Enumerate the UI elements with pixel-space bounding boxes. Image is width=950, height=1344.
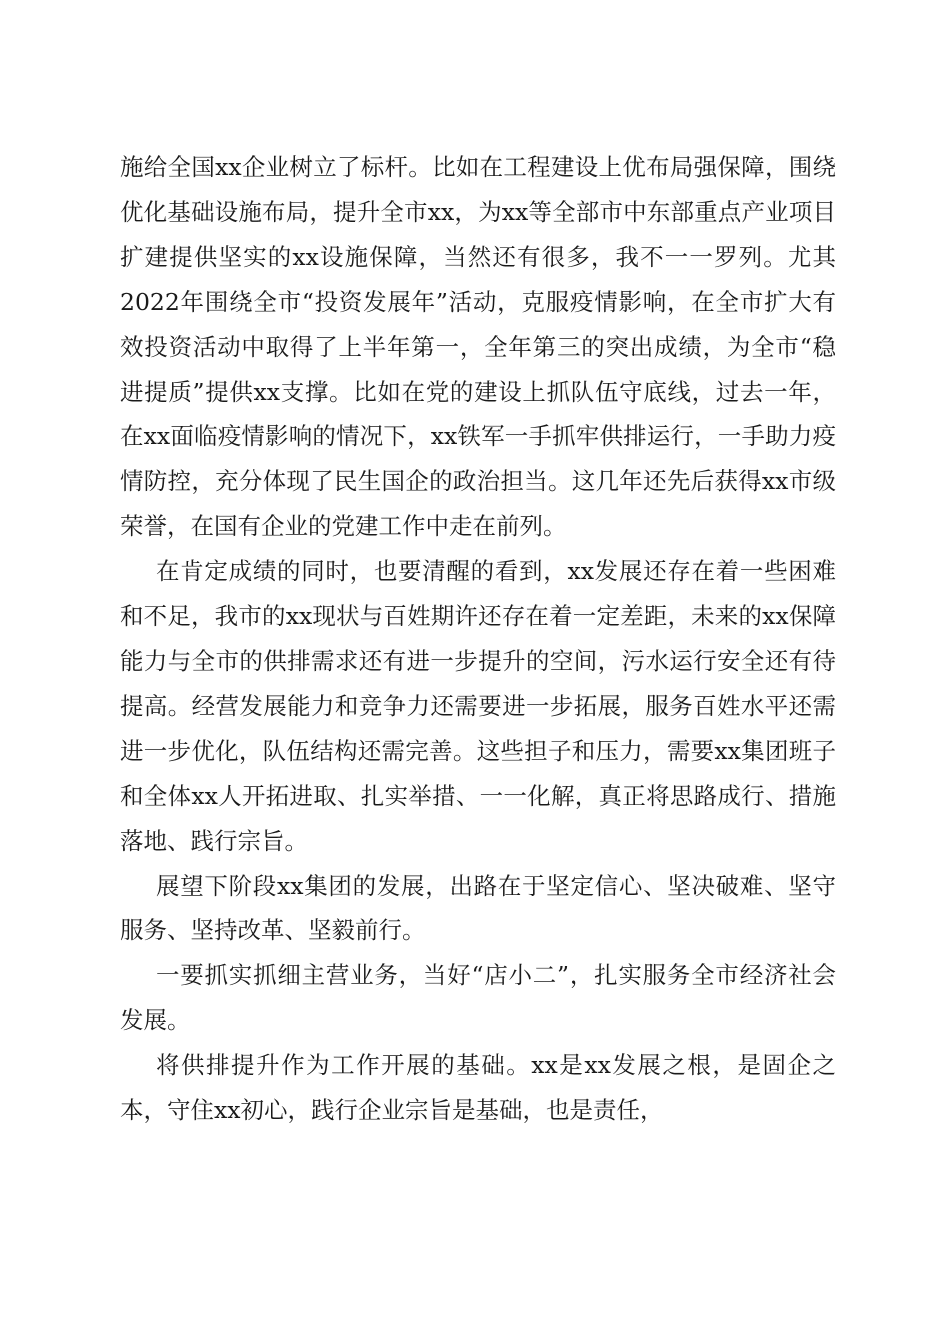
paragraph-5: 将供排提升作为工作开展的基础。xx是xx发展之根，是固企之本，守住xx初心，践行企业宗旨是基础，也是责任， xyxy=(120,1051,836,1125)
document-body xyxy=(120,145,836,1133)
paragraph-3: 展望下阶段xx集团的发展，出路在于坚定信心、坚决破难、坚守服务、坚持改革、坚毅前行。 xyxy=(120,871,836,945)
paragraph-4: 一要抓实抓细主营业务，当好“店小二”，扎实服务全市经济社会发展。 xyxy=(120,961,836,1035)
paragraph-1: 施给全国xx企业树立了标杆。比如在工程建设上优布局强保障，围绕优化基础设施布局，提升全市xx，为xx等全部市中东部重点产业项目扩建提供坚实的xx设施保障，当然还有很多，我不一一罗列。尤其2022年围绕全市“投资发展年”活动，克服疫情影响，在全市扩大有效投资活动中取得了上半年第一，全年第三的突出成绩，为全市“稳进提质”提供xx支撑。比如在党的建设上抓队伍守底线，过去一年，在xx面临疫情影响的情况下，xx铁军一手抓牢供排运行，一手助力疫情防控，充分体现了民生国企的政治担当。这几年还先后获得xx市级荣誉，在国有企业的党建工作中走在前列。 xyxy=(120,153,836,541)
paragraph-2: 在肯定成绩的同时，也要清醒的看到，xx发展还存在着一些困难和不足，我市的xx现状与百姓期许还存在着一定差距，未来的xx保障能力与全市的供排需求还有进一步提升的空间，污水运行安全还有待提高。经营发展能力和竞争力还需要进一步拓展，服务百姓水平还需进一步优化，队伍结构还需完善。这些担子和压力，需要xx集团班子和全体xx人开拓进取、扎实举措、一一化解，真正将思路成行、措施落地、践行宗旨。 xyxy=(120,557,836,855)
